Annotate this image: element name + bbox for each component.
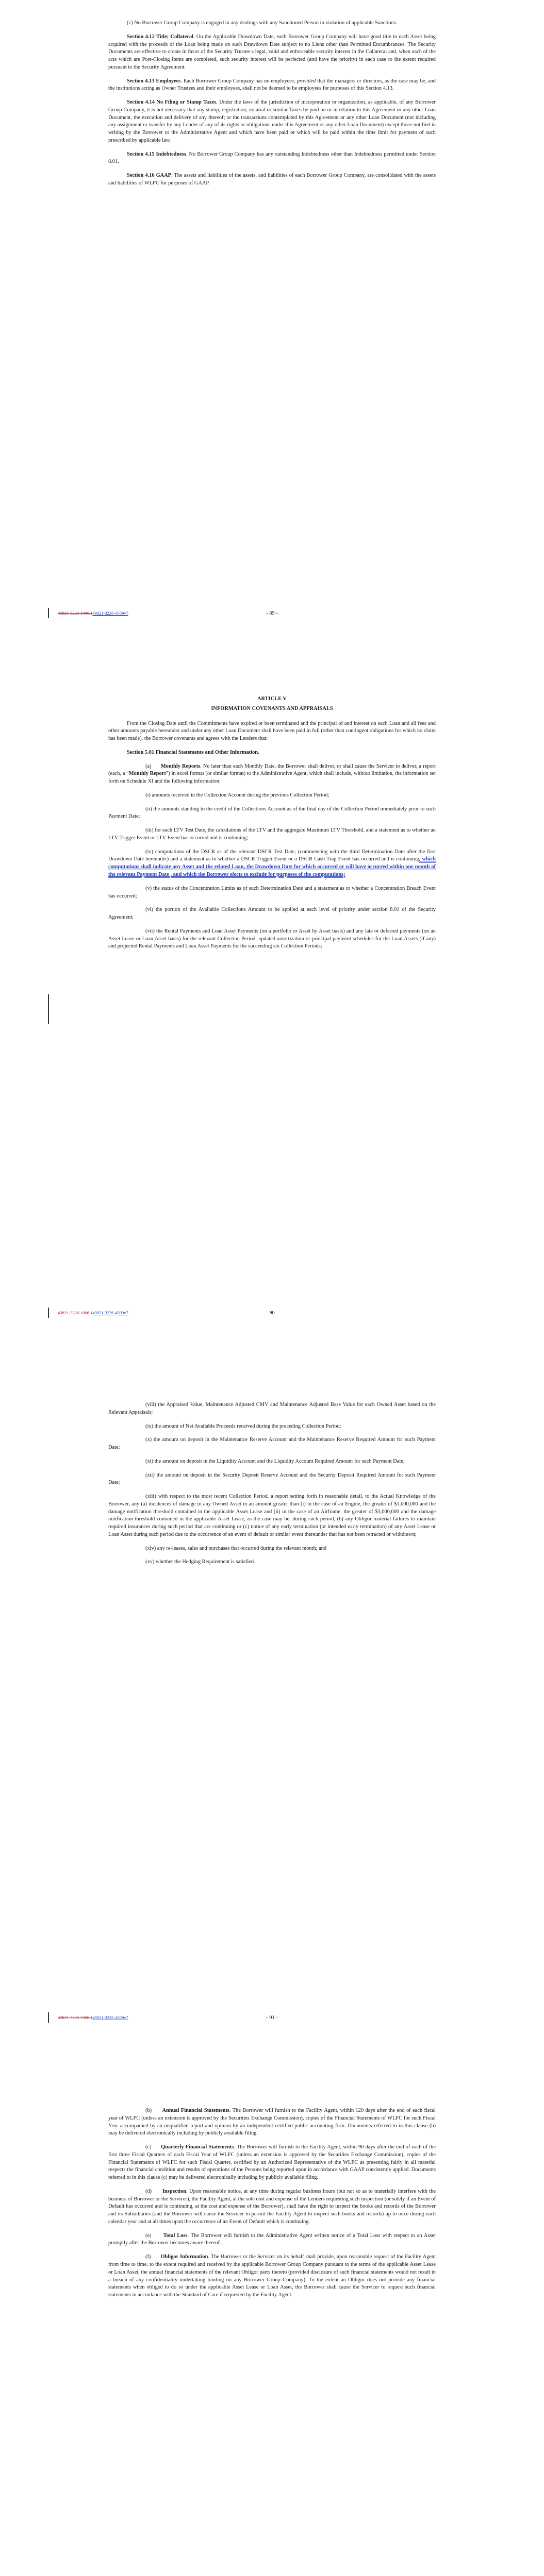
section-5-01-tail: . <box>258 749 259 755</box>
clause-b-annual-statements <box>108 2107 436 2138</box>
section-4-13-provided: provided <box>296 78 316 84</box>
section-4-12-title: Section 4.12 Title; Collateral <box>127 33 193 40</box>
page-number: - 90 - <box>266 1310 278 1316</box>
section-4-14 <box>108 99 436 145</box>
doc-id-old: 43821-3226-1006.1 <box>58 1310 93 1315</box>
clause-e-title: Total Loss <box>163 2232 188 2239</box>
clause-b-label: (b) <box>145 2108 152 2113</box>
page-number: - 91 - <box>266 2015 278 2021</box>
section-4-15-text: . No Borrower Group Company has any outstanding Indebtedness other than Indebtedness permitted under Section 8.01. <box>108 151 436 165</box>
item-viii: (viii) the Appraised Value, Maintenance Adjusted CMV and Maintenance Adjusted Base Value for each Owned Asset based on the Relevant Appraisals; <box>108 1402 436 1415</box>
clause-f-title: Obligor Information <box>160 2254 208 2260</box>
clause-f-label: (f) <box>145 2254 151 2260</box>
clause-f-text: . The Borrower or the Servicer on its behalf shall provide, upon reasonable request of the Facility Agent from time to time, to the extent required and received by the applicable Borrower Group Company pursuant to the terms of the applicable Asset Lease or Loan Asset, the annual financial statements of the relevant Obligor party thereto (provided disclosure of such financial statements would not result in a breach of any confidentiality undertaking binding on any Borrower Group Company). To the extent an Obligor does not provide any financial statements when obliged to do so under the applicable Asset Lease or Loan Asset, the Borrower shall cause the Servicer to request such financial statements in accordance with the Standard of Care if requested by the Facility Agent. <box>108 2254 436 2298</box>
clause-c-title: Quarterly Financial Statements <box>161 2144 234 2150</box>
item-xii: (xii) the amount on deposit in the Security Deposit Reserve Account and the Security Deposit Required Amount for such Payment Date; <box>108 1472 436 1486</box>
section-4-15 <box>108 151 436 166</box>
clause-b-title: Annual Financial Statements <box>162 2108 229 2113</box>
doc-id-new: 49021-3226-4509v7 <box>92 1310 128 1315</box>
page-footer-90 <box>0 1308 544 1328</box>
change-bar-item-iv <box>48 994 49 1024</box>
para-4-11-c: (c) No Borrower Group Company is engaged in any dealings with any Sanctioned Person in violation of applicable Sanctions. <box>127 20 398 26</box>
item-xiii: (xiii) with respect to the most recent Collection Period, a report setting forth in reasonable detail, to the Actual Knowledge of the Borrower, any (a) incidences of damage to any Owned Asset in an amount greater than (i) in the case of an Engine, the greater of $1,000,000 and the damage notification threshold contained in the applicable Asset Lease and (ii) in the case of an Airframe, the greater of $3,000,000 and the damage notification threshold contained in the applicable Asset Lease, as the case may be, during such period, (b) any Obligor material failures to maintain required insurances during such period that are continuing or (c) notice of any early termination (or intended early termination) of any Asset Lease or Loan Asset during such period due to the occurrence of an event of default or similar event thereunder that has not been retracted or withdrawn; <box>108 1494 436 1537</box>
clause-c-text: . The Borrower will furnish to the Facility Agent, within 90 days after the end of each of the first three Fiscal Quarters of each Fiscal Year of WLFC (unless an extension is approved by the Securities Exchange Commission), copies of the Financial Statements of WLFC for such Fiscal Quarter, certified by an Authorized Representative of the WLFC as presenting fairly in all material respects the financial condition and results of operations of the Persons being reported upon in accordance with GAAP consistently applied. Documents referred to in this clause (c) may be delivered electronically including by publicly available filing. <box>108 2144 436 2181</box>
page-footer-91 <box>0 2012 544 2033</box>
page-89 <box>0 20 544 194</box>
section-4-16-title: Section 4.16 GAAP <box>127 173 172 179</box>
section-5-01-title: Section 5.01 Financial Statements and Other Information <box>127 749 258 755</box>
item-vii: (vii) the Rental Payments and Loan Asset Payments (on a portfolio or Asset by Asset basis) and any late or deferred payments (on an Asset Lease or Loan Asset basis) for the relevant Collection Period, updated amortization or principal payment schedules for the Loan Assets (if any) and projected Rental Payments and Loan Asset Payments for the succeeding six Collection Periods; <box>108 928 436 950</box>
item-xiv: (xiv) any re-leases, sales and purchases that occurred during the relevant month; and <box>145 1545 327 1551</box>
doc-id-new: 49021-3226-4509v7 <box>92 611 128 616</box>
section-4-13-title: Section 4.13 Employees <box>127 78 181 84</box>
item-iii: (iii) for each LTV Test Date, the calculations of the LTV and the aggregate Maximum LTV Threshold, and a statement as to whether an LTV Trigger Event or LTV Event has occurred and is continuing; <box>108 827 436 841</box>
section-4-12-text: . On the Applicable Drawdown Date, each Borrower Group Company will have good title to each Asset being acquired with the proceeds of the Loan being made on such Drawdown Date subject to no Liens other than Permitted Encumbrances. The Security Documents are effective to create in favor of the Security Trustee a legal, valid and enforceable security interest in the Collateral and, when each of the acts which are Post-Closing Items are completed, such security interest will be perfected (and have the priority) in each case to the extent required pursuant to the Security Agreement. <box>108 33 436 70</box>
page-90 <box>0 696 544 957</box>
clause-a-text-a: . No later than each Monthly Date, the Borrower shall deliver, or shall cause the Servicer to deliver, a report (each, a “ <box>108 763 436 777</box>
item-ii: (ii) the amounts standing to the credit of the Collections Account as of the final day of the Collection Period immediately prior to such Payment Date; <box>108 806 436 820</box>
page-91 <box>0 1401 544 1572</box>
article-intro: From the Closing Date until the Commitments have expired or been terminated and the principal of and interest on each Loan and all fees and other amounts payable hereunder and under any other Loan Document shall have been paid in full (other than contingent obligations for which no claim has been made), the Borrower covenants and agrees with the Lenders that: <box>108 720 436 742</box>
section-5-01 <box>108 749 436 757</box>
item-vi: (vi) the portion of the Available Collections Amount to be applied at each level of priority under section 8.01 of the Security Agreement; <box>108 907 436 921</box>
section-4-13 <box>108 78 436 93</box>
clause-e-label: (e) <box>145 2232 152 2239</box>
clause-e-total-loss <box>108 2232 436 2248</box>
section-4-16 <box>108 172 436 188</box>
clause-b-text: . The Borrower will furnish to the Facility Agent, within 120 days after the end of each fiscal year of WLFC (unless an extension is approved by the Securities Exchange Commission), copies of the Financial Statements of WLFC for such Fiscal Year accompanied by an unqualified report and opinion by an independent certified public accounting firm. Documents referred to in this clause (b) may be delivered electronically including by publicly available filing. <box>108 2108 436 2137</box>
page-footer-89 <box>0 608 544 629</box>
clause-e-text: . The Borrower will furnish to the Administrative Agent written notice of a Total Loss with respect to an Asset promptly after the Borrower becomes aware thereof. <box>108 2232 436 2246</box>
item-iv <box>108 849 436 879</box>
clause-d-title: Inspection <box>162 2188 187 2194</box>
clause-c-quarterly-statements <box>108 2144 436 2182</box>
item-i: (i) amounts received in the Collection Account during the previous Collection Period; <box>145 792 329 798</box>
item-ix: (ix) the amount of Net Available Proceeds received during the preceding Collection Period; <box>145 1423 341 1429</box>
doc-id-old: 43821-3226-1006.1 <box>58 611 93 616</box>
doc-id-new: 49021-3226-4509v7 <box>92 2015 128 2020</box>
doc-id-old: 43821-3226-1006.1 <box>58 2015 93 2020</box>
item-v: (v) the status of the Concentration Limits as of such Determination Date and a statement as to whether a Concentration Breach Event has occurred; <box>108 885 436 899</box>
clause-c-label: (c) <box>145 2144 152 2150</box>
clause-a-term: Monthly Report <box>128 771 166 777</box>
section-4-15-title: Section 4.15 Indebtedness <box>127 151 186 157</box>
item-iv-text: (iv) computations of the DSCR as of the relevant DSCR Test Date, (commencing with the third Determination Date after the first Drawdown Date hereunder) and a statement as to whether a DSCR Trigger Event or a DSCR Cash Trap Event has occurred and is continuing <box>108 849 436 862</box>
clause-d-inspection <box>108 2188 436 2226</box>
section-4-13-text-a: . Each Borrower Group Company has no employees; <box>180 78 297 84</box>
section-4-14-title: Section 4.14 No Filing or Stamp Taxes <box>127 99 217 106</box>
article-title: INFORMATION COVENANTS AND APPRAISALS <box>211 705 333 711</box>
item-xv: (xv) whether the Hedging Requirement is satisfied. <box>145 1559 255 1565</box>
item-x: (x) the amount on deposit in the Maintenance Reserve Account and the Maintenance Reserve Required Amount for such Payment Date; <box>108 1437 436 1451</box>
item-iv-inserted-text: , which computations shall indicate any Asset and the related Loan, the Drawdown Date for which occurred or will have occurred within one month of the relevant Payment Date , and which the Borrower elects to exclude for purposes of the computations; <box>108 856 436 878</box>
clause-a-text-b: ”) in excel format (or similar format) to the Administrative Agent, which shall include, without limitation, the information set forth on Schedule XI and the following information: <box>108 771 436 785</box>
clause-a-label: (a) <box>145 763 152 769</box>
page-number: - 89 - <box>266 611 278 616</box>
section-4-16-text: . The assets and liabilities of the assets, and liabilities of each Borrower Group Company, are consolidated with the assets and liabilities of WLFC for purposes of GAAP. <box>108 173 436 187</box>
clause-d-label: (d) <box>145 2188 152 2194</box>
page-92 <box>0 2107 544 2306</box>
clause-d-text: . Upon reasonable notice, at any time during regular business hours (but not so as to materially interfere with the business of Borrower or the Servicer), the Facility Agent, at the sole cost and expense of the Lenders requesting such inspection (or solely if an Event of Default has occurred and is continuing, at the cost and expense of the Borrower), shall have the right to inspect the books and records of the Borrower and its Subsidiaries (and the Borrower will cause the Servicer to permit the Facility Agent to inspect such books and records) up to once during each calendar year and at all times upon the occurrence of an Event of Default which is continuing. <box>108 2188 436 2225</box>
section-4-12 <box>108 33 436 72</box>
section-4-13-text-b: that the managers or directors, as the case may be, and the institutions acting as Owner Trustees and their employees, shall not be deemed to be employees for purposes of this Section 4.13. <box>108 78 436 92</box>
article-heading: ARTICLE V <box>257 696 287 702</box>
clause-f-obligor-information <box>108 2253 436 2299</box>
clause-a-monthly-reports <box>108 763 436 786</box>
clause-a-title: Monthly Reports <box>160 763 201 769</box>
section-4-14-text: . Under the laws of the jurisdiction of incorporation or organization, as applicable, of any Borrower Group Company, it is not necessary that any stamp, registration, notarial or similar Taxes be paid on or in relation to this Agreement or any other Loan Document, the execution and delivery of any thereof; or the transactions contemplated by this Agreement or any other Loan Document (not including any assignment or transfer by any Lender of any of its rights or obligations under this Agreement or any other Loan Document) except those notified in writing by the Borrower to the Administrative Agent and which have been paid or which will be paid within the time limit for payment of such prescribed by applicable law. <box>108 99 436 143</box>
item-xi: (xi) the amount on deposit in the Liquidity Account and the Liquidity Account Required Amount for such Payment Date; <box>145 1458 405 1464</box>
